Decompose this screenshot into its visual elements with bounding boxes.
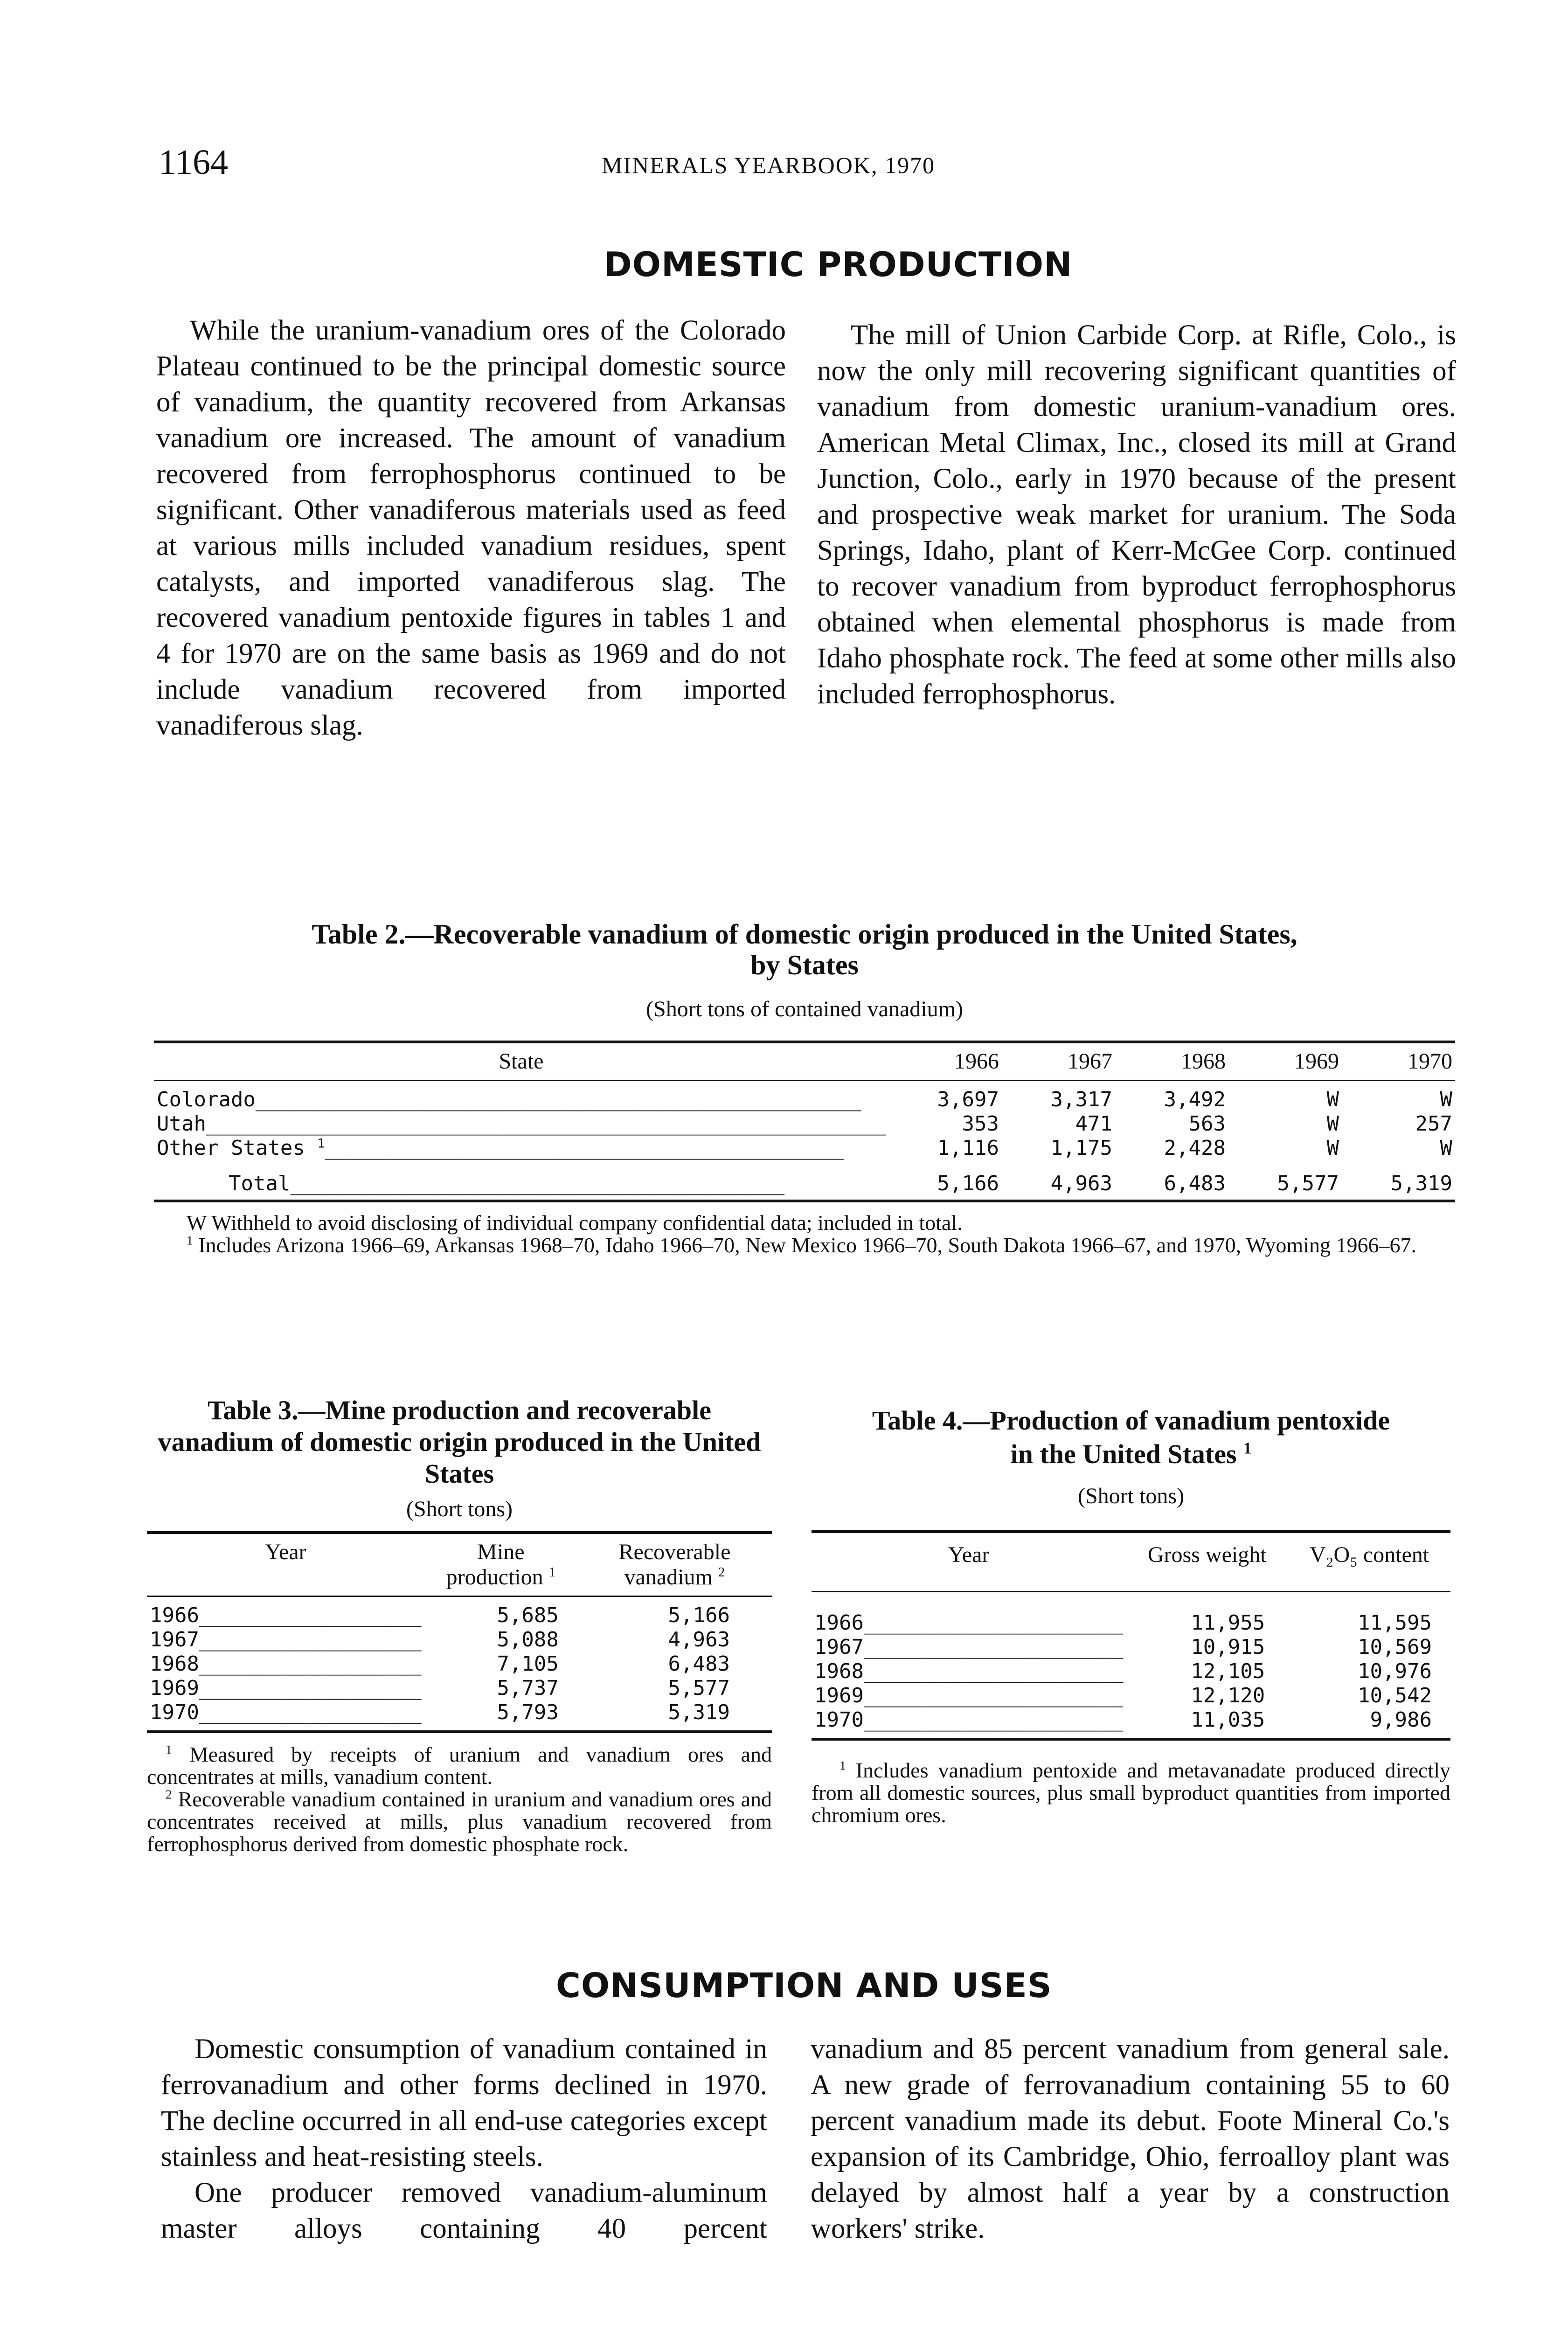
table-2-footnote-w: W Withheld to avoid disclosing of individual company confidential data; included in total. [187, 1211, 963, 1235]
footnote-marker: 1 [1243, 1439, 1252, 1458]
table-4-col-content: V₂O₅ content [1288, 1532, 1450, 1592]
table-cell: 1,175 [1050, 1136, 1112, 1160]
table-cell: 1,116 [937, 1136, 999, 1160]
table-4-year: 1968 [814, 1659, 864, 1683]
table-2-col-1966: 1966 [888, 1042, 1002, 1081]
table-cell: 10,915 [1191, 1635, 1265, 1659]
table-row: 1970__________________ 5,793 5,319 [147, 1700, 772, 1732]
footnote-marker: 1 [317, 1136, 325, 1151]
footnote-marker: 1 [840, 1758, 846, 1773]
table-2-title-line-1: Table 2.—Recoverable vanadium of domestic origin produced in the United States, [312, 919, 1297, 950]
table-cell: 10,569 [1358, 1635, 1432, 1659]
table-4-title-text: Table 4.—Production of vanadium pentoxide in the United States [872, 1405, 1390, 1469]
table-2-grid [154, 1041, 1455, 1202]
table-4-year: 1969 [814, 1684, 864, 1707]
table-2-col-1970: 1970 [1342, 1042, 1455, 1081]
table-4-footnote-1 [812, 1759, 1450, 1826]
footnote-marker: 1 [166, 1742, 172, 1757]
table-2-title-line-2: by States [750, 950, 859, 980]
table-cell: 5,319 [577, 1700, 772, 1732]
table-row: Colorado_________________________________________________ 3,697 3,317 3,492 W W [154, 1081, 1455, 1112]
table-cell: 4,963 [668, 1628, 730, 1652]
table-2-col-1969: 1969 [1228, 1042, 1342, 1081]
table-4 [812, 1404, 1450, 1826]
table-4-subtitle: (Short tons) [1078, 1484, 1184, 1508]
table-cell: 353 [962, 1112, 999, 1136]
table-3 [147, 1395, 772, 1855]
table-2-subtitle: (Short tons of contained vanadium) [646, 997, 963, 1021]
table-cell: 5,685 [497, 1603, 559, 1627]
table-cell: 5,737 [497, 1676, 559, 1700]
table-3-footnote-2-text: Recoverable vanadium contained in uranium and vanadium ores and concentrates received at mills, plus vanadium recovered from ferrophosphorus derived from domestic phosphate rock. [147, 1787, 772, 1856]
domestic-production-left-paragraph: While the uranium-vanadium ores of the Colorado Plateau continued to be the principal domestic source of vanadium, the quantity recovered from Arkansas vanadium ore increased. The amount of vanadium recovered from ferrophosphorus continued to be significant. Other vanadiferous materials used as feed at various mills included vanadium residues, spent catalysts, and imported vanadiferous slag. The recovered vanadium pentoxide figures in tables 1 and 4 for 1970 are on the same basis as 1969 and do not include vanadium recovered from imported vanadiferous slag. [156, 315, 786, 741]
table-cell: W [1440, 1088, 1452, 1111]
table-cell: 11,595 [1358, 1611, 1432, 1635]
table-2-col-1967: 1967 [1002, 1042, 1115, 1081]
section-heading-domestic-production: DOMESTIC PRODUCTION [604, 245, 1073, 284]
table-2-total-label: Total [229, 1172, 291, 1195]
table-3-grid [147, 1531, 772, 1733]
table-3-title: Table 3.—Mine production and recoverable vanadium of domestic origin produced in the United States [158, 1395, 761, 1489]
footnote-marker: 1 [548, 1565, 556, 1580]
table-cell: 3,492 [1164, 1088, 1226, 1111]
running-title: MINERALS YEARBOOK, 1970 [602, 152, 935, 178]
table-cell: 7,105 [497, 1652, 559, 1676]
table-3-col-mine-label: Mine production [446, 1540, 543, 1589]
consumption-left-paragraph-1: Domestic consumption of vanadium contained in ferrovanadium and other forms declined in 1970. The decline occurred in all end-use categories except stainless and heat-resisting steels. [161, 2034, 767, 2172]
table-row: 1966__________________ 5,685 5,166 [147, 1596, 772, 1628]
table-cell: 9,986 [1288, 1708, 1450, 1739]
table-cell: 5,319 [1342, 1160, 1455, 1201]
table-cell: 5,166 [668, 1603, 730, 1627]
table-2-row-label: Colorado [157, 1088, 256, 1111]
table-row: 1967__________________ 5,088 4,963 [147, 1628, 772, 1652]
table-2-col-1968: 1968 [1115, 1042, 1228, 1081]
table-cell: 10,542 [1358, 1684, 1432, 1707]
table-cell: 6,483 [1115, 1160, 1228, 1201]
table-3-footnote-2 [147, 1788, 772, 1855]
table-4-year: 1966 [814, 1611, 864, 1635]
table-cell: 471 [1075, 1112, 1112, 1136]
footnote-marker: 2 [166, 1787, 172, 1802]
table-cell: 5,577 [668, 1676, 730, 1700]
table-total-row: Total________________________________________ 5,166 4,963 6,483 5,577 5,319 [154, 1160, 1455, 1201]
table-3-col-year: Year [147, 1533, 424, 1596]
table-4-title [812, 1404, 1450, 1471]
table-cell: W [1440, 1136, 1452, 1160]
table-cell: 12,105 [1191, 1659, 1265, 1683]
table-row: 1969_____________________ 12,120 10,542 [812, 1684, 1450, 1708]
table-cell: 563 [1188, 1112, 1226, 1136]
table-row: 1968__________________ 7,105 6,483 [147, 1652, 772, 1676]
page-number: 1164 [159, 143, 229, 182]
table-3-footnote-1 [147, 1743, 772, 1788]
table-row: 1970_____________________ 11,035 9,986 [812, 1708, 1450, 1739]
table-2-col-state: State [154, 1042, 888, 1081]
table-2-footnote-1 [154, 1234, 1455, 1256]
table-cell: W [1326, 1112, 1339, 1136]
table-cell: 11,035 [1126, 1708, 1288, 1739]
table-cell: 5,793 [424, 1700, 577, 1732]
table-row: Utah_______________________________________________________ 353 471 563 W 257 [154, 1112, 1455, 1136]
table-3-year: 1970 [150, 1700, 199, 1724]
table-cell: 257 [1415, 1112, 1452, 1136]
table-cell: W [1326, 1136, 1339, 1160]
table-cell: 2,428 [1164, 1136, 1226, 1160]
table-3-footnote-1-text: Measured by receipts of uranium and vanadium ores and concentrates at mills, vanadium content. [147, 1742, 772, 1789]
table-row: Other States $^1$__________________________________________ 1,116 1,175 2,428 W W [154, 1136, 1455, 1160]
consumption-right-paragraph: vanadium and 85 percent vanadium from general sale. A new grade of ferrovanadium containing 55 to 60 percent vanadium made its debut. Foote Mineral Co.'s expansion of its Cambridge, Ohio, ferroalloy plant was delayed by almost half a year by a construction workers' strike. [811, 2034, 1450, 2244]
table-4-year: 1967 [814, 1635, 864, 1659]
table-row: 1968_____________________ 12,105 10,976 [812, 1659, 1450, 1684]
table-cell: 3,317 [1050, 1088, 1112, 1111]
footnote-marker: 1 [187, 1233, 193, 1248]
table-cell: 11,955 [1191, 1611, 1265, 1635]
table-2-row-label: Other States [157, 1136, 305, 1160]
table-row: 1967_____________________ 10,915 10,569 [812, 1635, 1450, 1659]
table-3-col-recoverable [577, 1533, 772, 1596]
consumption-left-paragraph-2: One producer removed vanadium-aluminum master alloys containing 40 percent [161, 2177, 767, 2244]
table-4-col-year: Year [812, 1532, 1126, 1592]
table-cell: 10,976 [1358, 1659, 1432, 1683]
table-3-year: 1966 [150, 1603, 199, 1627]
table-2 [154, 919, 1455, 1256]
table-3-col-recoverable-label: Recoverable vanadium [618, 1540, 731, 1589]
section-heading-consumption-and-uses: CONSUMPTION AND USES [556, 1966, 1052, 2005]
table-4-year: 1970 [814, 1708, 864, 1732]
consumption-left-column [161, 2031, 767, 2247]
table-row: 1966_____________________ 11,955 11,595 [812, 1592, 1450, 1636]
table-cell: 3,697 [937, 1088, 999, 1111]
table-3-col-mine [424, 1533, 577, 1596]
table-cell: 5,577 [1228, 1160, 1342, 1201]
table-cell: 4,963 [1002, 1160, 1115, 1201]
table-4-grid [812, 1530, 1450, 1741]
table-3-subtitle: (Short tons) [406, 1497, 513, 1521]
domestic-production-right-paragraph: The mill of Union Carbide Corp. at Rifle, Colo., is now the only mill recovering significant quantities of vanadium from domestic uranium-vanadium ores. American Metal Climax, Inc., closed its mill at Grand Junction, Colo., early in 1970 because of the present and prospective weak market for uranium. The Soda Springs, Idaho, plant of Kerr-McGee Corp. continued to recover vanadium from byproduct ferrophosphorus obtained when elemental phosphorus is made from Idaho phosphate rock. The feed at some other mills also included ferrophosphorus. [817, 319, 1456, 710]
table-cell: 5,088 [497, 1628, 559, 1652]
table-cell: 12,120 [1191, 1684, 1265, 1707]
table-cell: 6,483 [668, 1652, 730, 1676]
table-4-footnote-1-text: Includes vanadium pentoxide and metavanadate produced directly from all domestic sources, plus small byproduct quantities from imported chromium ores. [812, 1758, 1450, 1827]
table-cell: 5,166 [888, 1160, 1002, 1201]
table-cell: W [1326, 1088, 1339, 1111]
footnote-marker: 2 [718, 1565, 725, 1580]
table-4-col-gross: Gross weight [1126, 1532, 1288, 1592]
table-2-row-label: Utah [157, 1112, 206, 1136]
table-row: 1969__________________ 5,737 5,577 [147, 1676, 772, 1700]
table-3-year: 1967 [150, 1628, 199, 1652]
table-2-footnote-1-text: Includes Arizona 1966–69, Arkansas 1968–70, Idaho 1966–70, New Mexico 1966–70, South Dakota 1966–67, and 1970, Wyoming 1966–67. [198, 1233, 1416, 1257]
table-3-year: 1968 [150, 1652, 199, 1676]
table-3-year: 1969 [150, 1676, 199, 1700]
